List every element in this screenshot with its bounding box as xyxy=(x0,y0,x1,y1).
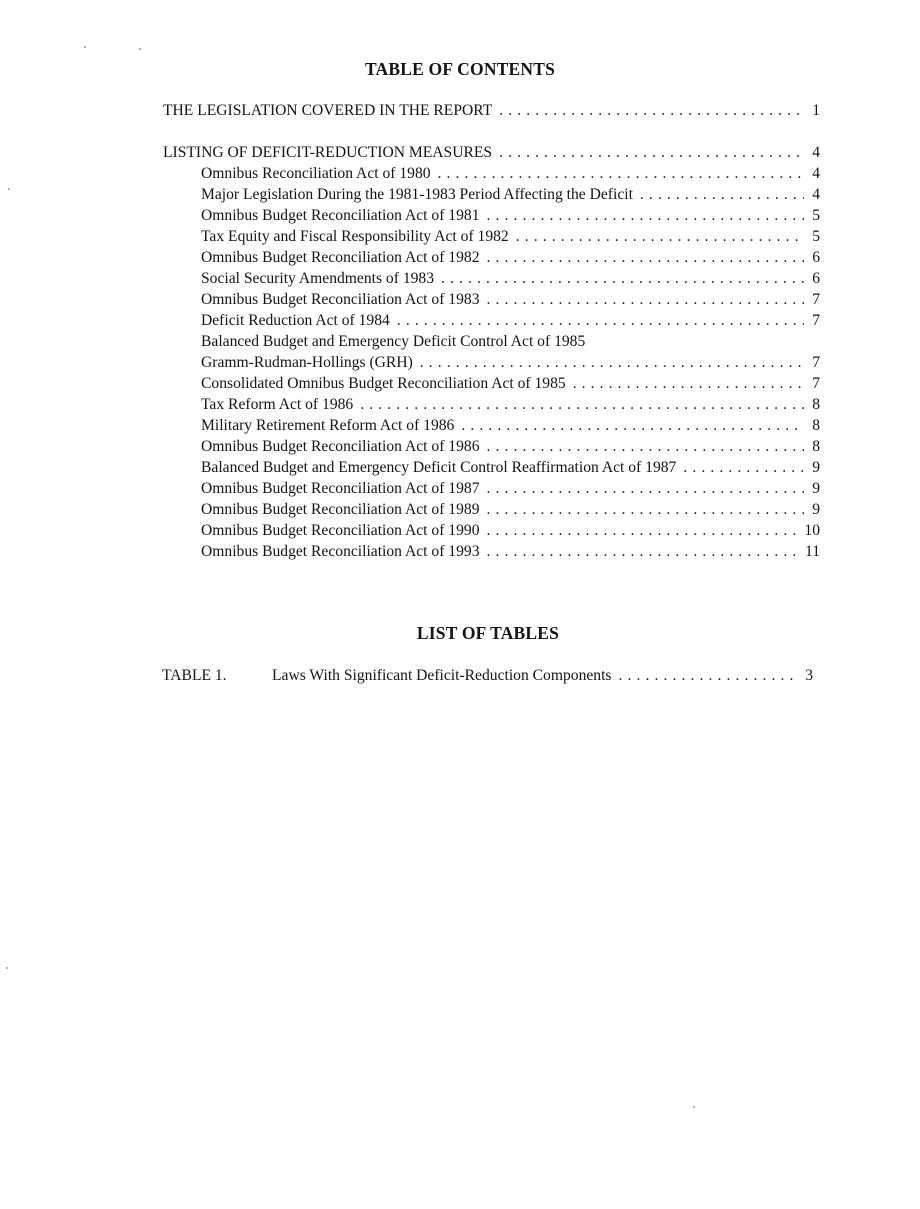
toc-entry-page: 5 xyxy=(812,228,820,245)
toc-entry-label: Omnibus Budget Reconciliation Act of 1989 xyxy=(201,501,480,518)
toc-list xyxy=(163,100,820,562)
toc-entry-page: 4 xyxy=(812,144,820,161)
toc-entry-label: Omnibus Budget Reconciliation Act of 1983 xyxy=(201,291,480,308)
toc-entry[interactable] xyxy=(163,394,820,415)
toc-entry-page: 7 xyxy=(812,312,820,329)
toc-entry-label: Military Retirement Reform Act of 1986 xyxy=(201,417,455,434)
toc-entry-page: 1 xyxy=(812,102,820,119)
dot-leader xyxy=(487,247,805,268)
toc-entry-label: Omnibus Budget Reconciliation Act of 1990 xyxy=(201,522,480,539)
toc-entry-label: Omnibus Budget Reconciliation Act of 1982 xyxy=(201,249,480,266)
toc-entry[interactable] xyxy=(163,520,820,541)
tables-list xyxy=(162,665,813,686)
toc-entry-page: 5 xyxy=(812,207,820,224)
toc-entry-page: 6 xyxy=(812,249,820,266)
toc-entry-label: Tax Equity and Fiscal Responsibility Act of 1982 xyxy=(201,228,509,245)
scan-speck xyxy=(8,188,10,190)
toc-heading: TABLE OF CONTENTS xyxy=(364,59,556,79)
dot-leader xyxy=(573,373,804,394)
dot-leader xyxy=(499,142,804,163)
toc-entry[interactable] xyxy=(163,541,820,562)
toc-entry[interactable] xyxy=(163,226,820,247)
dot-leader xyxy=(640,184,804,205)
dot-leader xyxy=(420,352,804,373)
table-entry[interactable] xyxy=(162,665,813,686)
toc-entry-page: 7 xyxy=(812,291,820,308)
dot-leader xyxy=(441,268,804,289)
toc-entry-label: Consolidated Omnibus Budget Reconciliation Act of 1985 xyxy=(201,375,566,392)
toc-entry[interactable] xyxy=(163,310,820,331)
toc-entry-page: 9 xyxy=(812,459,820,476)
toc-entry-page: 4 xyxy=(812,186,820,203)
table-entry-page: 3 xyxy=(805,667,813,684)
dot-leader xyxy=(619,665,800,686)
dot-leader xyxy=(487,478,805,499)
toc-entry[interactable] xyxy=(163,205,820,226)
toc-entry-page: 9 xyxy=(812,501,820,518)
toc-entry-label: Gramm-Rudman-Hollings (GRH) xyxy=(201,354,413,371)
toc-entry-page: 9 xyxy=(812,480,820,497)
toc-entry[interactable] xyxy=(163,436,820,457)
toc-entry[interactable] xyxy=(163,163,820,184)
scan-speck xyxy=(6,967,8,969)
toc-entry[interactable] xyxy=(163,499,820,520)
table-entry-number: TABLE 1. xyxy=(162,667,227,684)
toc-entry[interactable] xyxy=(163,331,820,352)
dot-leader xyxy=(487,499,805,520)
toc-entry[interactable] xyxy=(163,457,820,478)
dot-leader xyxy=(499,100,804,121)
toc-entry-label: Tax Reform Act of 1986 xyxy=(201,396,354,413)
toc-entry-label: Major Legislation During the 1981-1983 Period Affecting the Deficit xyxy=(201,186,633,203)
toc-entry-page: 6 xyxy=(812,270,820,287)
scan-speck xyxy=(84,46,86,48)
toc-entry-label: Balanced Budget and Emergency Deficit Control Reaffirmation Act of 1987 xyxy=(201,459,677,476)
toc-entry[interactable] xyxy=(163,373,820,394)
toc-entry-page: 11 xyxy=(804,543,820,560)
toc-entry-label: Omnibus Reconciliation Act of 1980 xyxy=(201,165,431,182)
toc-entry-label: LISTING OF DEFICIT-REDUCTION MEASURES xyxy=(163,144,493,161)
toc-entry-label: Omnibus Budget Reconciliation Act of 1987 xyxy=(201,480,480,497)
dot-leader xyxy=(487,436,805,457)
toc-entry-page: 7 xyxy=(812,354,820,371)
toc-entry[interactable] xyxy=(163,478,820,499)
toc-entry[interactable] xyxy=(163,100,820,121)
toc-entry[interactable] xyxy=(163,247,820,268)
dot-leader xyxy=(461,415,804,436)
toc-entry-label: Omnibus Budget Reconciliation Act of 1986 xyxy=(201,438,480,455)
toc-entry[interactable] xyxy=(163,268,820,289)
toc-entry-label: Deficit Reduction Act of 1984 xyxy=(201,312,390,329)
dot-leader xyxy=(487,520,799,541)
toc-entry[interactable] xyxy=(163,289,820,310)
toc-entry-page: 8 xyxy=(812,396,820,413)
tables-heading: LIST OF TABLES xyxy=(416,623,560,643)
toc-entry-page: 8 xyxy=(812,417,820,434)
dot-leader xyxy=(516,226,804,247)
toc-entry-label: Omnibus Budget Reconciliation Act of 1981 xyxy=(201,207,480,224)
toc-entry-label: Balanced Budget and Emergency Deficit Control Act of 1985 xyxy=(201,333,586,350)
table-entry-label: Laws With Significant Deficit-Reduction Components xyxy=(272,667,612,684)
dot-leader xyxy=(487,289,805,310)
dot-leader xyxy=(397,310,804,331)
toc-entry-page: 8 xyxy=(812,438,820,455)
dot-leader xyxy=(487,541,799,562)
dot-leader xyxy=(360,394,804,415)
dot-leader xyxy=(683,457,804,478)
toc-entry-page: 10 xyxy=(804,522,820,539)
toc-entry-label: THE LEGISLATION COVERED IN THE REPORT xyxy=(163,102,493,119)
toc-entry[interactable] xyxy=(163,184,820,205)
dot-leader xyxy=(487,205,805,226)
toc-entry[interactable] xyxy=(163,352,820,373)
scan-speck xyxy=(139,48,141,50)
scan-speck xyxy=(693,1106,695,1108)
toc-entry-page: 7 xyxy=(812,375,820,392)
toc-entry[interactable] xyxy=(163,415,820,436)
dot-leader xyxy=(438,163,804,184)
toc-entry-label: Social Security Amendments of 1983 xyxy=(201,270,435,287)
toc-entry-label: Omnibus Budget Reconciliation Act of 1993 xyxy=(201,543,480,560)
toc-entry-page: 4 xyxy=(812,165,820,182)
toc-entry[interactable] xyxy=(163,142,820,163)
